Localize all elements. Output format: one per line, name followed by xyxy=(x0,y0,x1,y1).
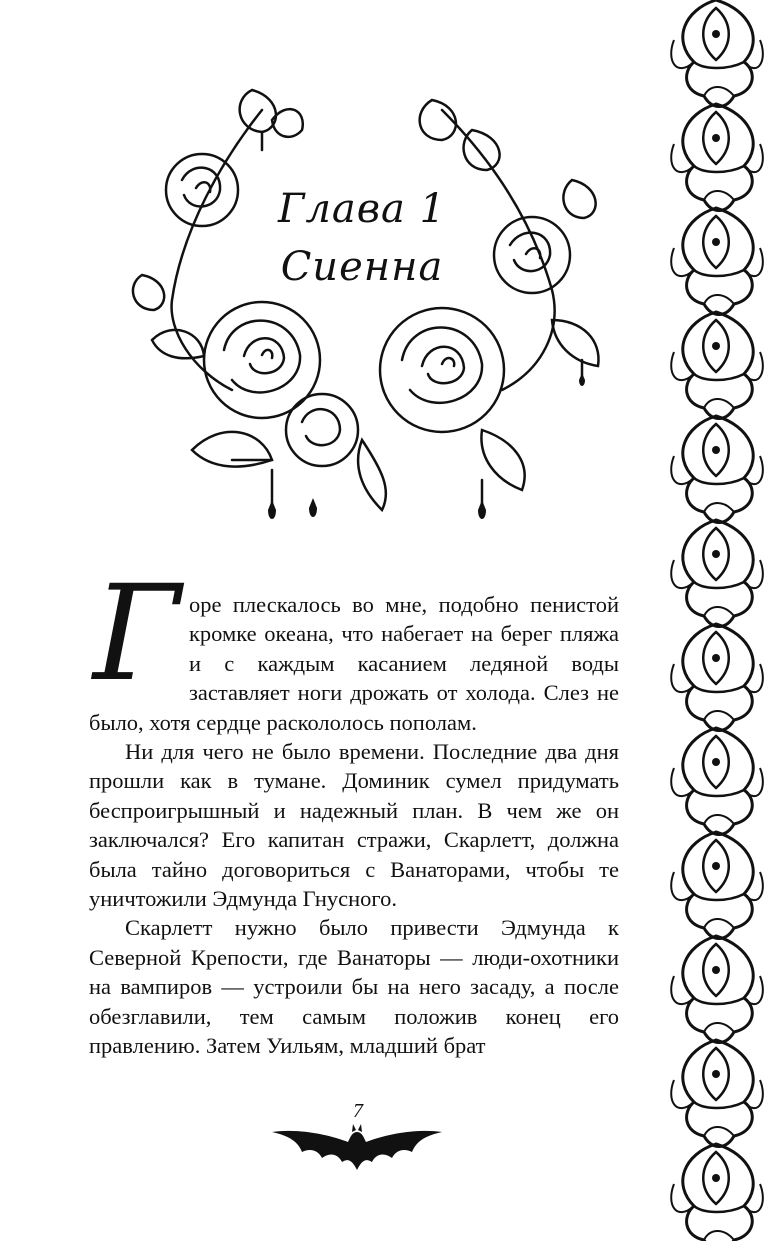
chapter-heading xyxy=(262,180,462,296)
chapter-title-line1: Глава 1 xyxy=(277,186,447,232)
page-number: 7 xyxy=(353,1100,363,1122)
rose-wreath-icon xyxy=(112,70,632,540)
floral-border-ornament-icon xyxy=(664,0,768,1241)
paragraph-2: Ни для чего не было времени. Последние два дня прошли как в тумане. Доминик сумел придумать беспроигрышный и надежный план. В чем же он заключался? Его капитан стражи, Скарлетт, должна была тайно договориться с Ванаторами, чтобы те уничтожили Эдмунда Гнусного. xyxy=(89,739,619,912)
dropcap-container xyxy=(89,557,181,711)
body-text xyxy=(89,557,619,1061)
paragraph-3: Скарлетт нужно было привести Эдмунда к Северной Крепости, где Ванаторы — люди-охотники на вампиров — устроили бы на него засаду, а после обезглавили, тем самым положив конец его правлению. Затем Уильям, младший брат xyxy=(89,915,619,1059)
dropcap-letter: Г xyxy=(93,557,181,711)
chapter-title-line2: Сиенна xyxy=(280,244,444,290)
bat-ornament-icon xyxy=(272,1118,442,1170)
paragraph-1: оре плескалось во мне, подобно пенистой кромке океана, что набегает на берег пляжа и с каждым касанием ледяной воды заставляет ноги дрожать от холода. Слез не было, хотя сердце раскололось пополам. xyxy=(89,592,619,735)
